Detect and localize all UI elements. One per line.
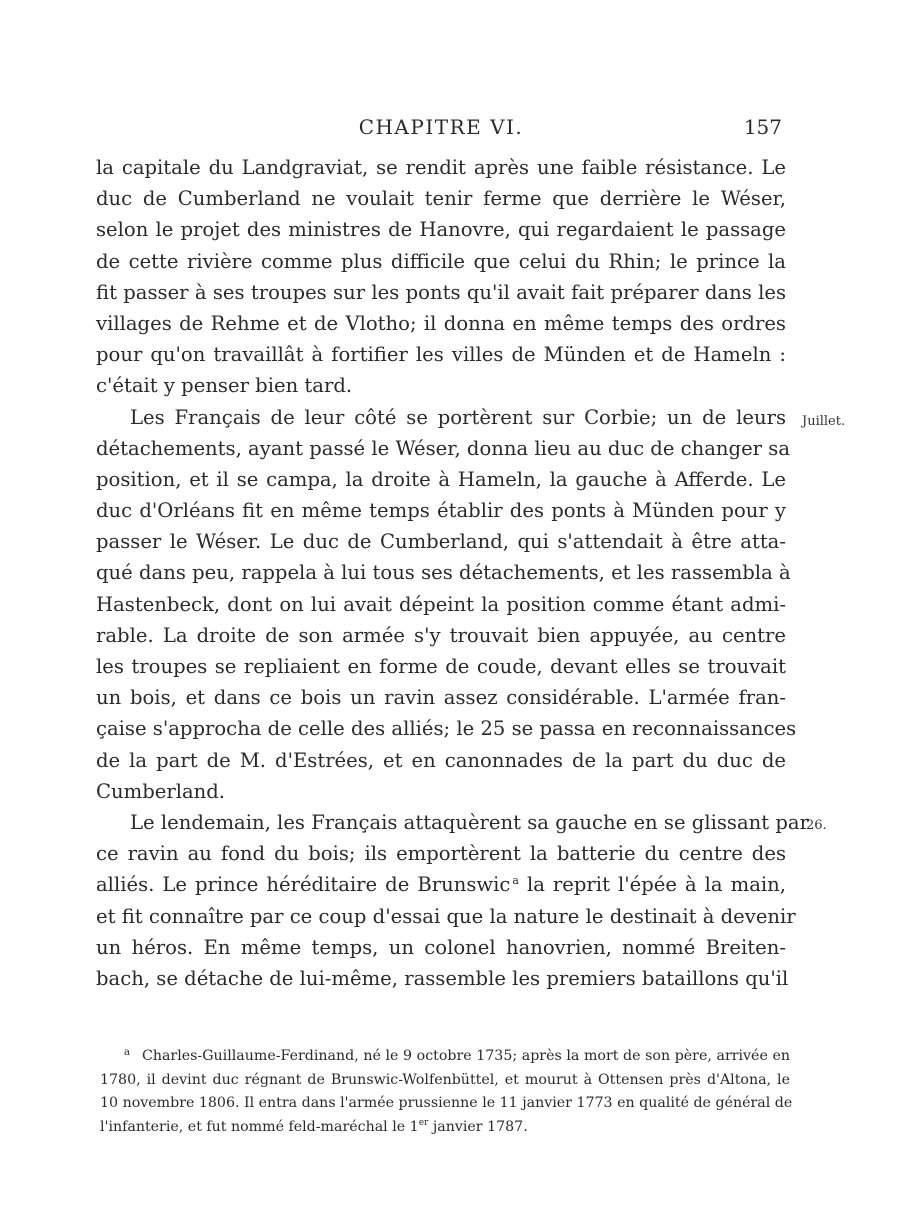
footnote-marker: a	[124, 1047, 130, 1058]
text-line: rable. La droite de son armée s'y trouvait bien appuyée, au centre	[96, 623, 786, 647]
text-line: fit passer à ses troupes sur les ponts qu'il avait fait préparer dans les	[96, 280, 786, 304]
text-line: ce ravin au fond du bois; ils emportèrent la batterie du centre des	[96, 842, 786, 866]
body-text	[96, 152, 809, 994]
footnote-line	[100, 1116, 790, 1140]
text-line: passer le Wéser. Le duc de Cumberland, qui s'attendait à être atta-	[96, 530, 786, 554]
footnote-line	[100, 1045, 790, 1069]
text-line	[96, 869, 786, 900]
footnote-text: l'infanterie, et fut nommé feld-maréchal le 1	[100, 1118, 419, 1135]
text-line: pour qu'on travaillât à fortifier les villes de Münden et de Hameln :	[96, 343, 786, 367]
text-line-part: alliés. Le prince héréditaire de Brunswic	[96, 873, 511, 897]
footnote-line: 1780, il devint duc régnant de Brunswic-Wolfenbüttel, et mourut à Ottensen près d'Altona, le	[100, 1071, 790, 1088]
text-line: çaise s'approcha de celle des alliés; le 25 se passa en reconnaissances	[96, 717, 797, 741]
running-head	[96, 113, 786, 145]
text-line: de cette rivière comme plus difficile que celui du Rhin; le prince la	[96, 249, 786, 273]
text-line: duc d'Orléans fit en même temps établir des ponts à Münden pour y	[96, 499, 786, 523]
footnote-text: janvier 1787.	[428, 1118, 528, 1135]
text-line: Hastenbeck, dont on lui avait dépeint la position comme étant admi-	[96, 592, 786, 616]
footnote-superscript: er	[418, 1117, 429, 1128]
text-line: Le lendemain, les Français attaquèrent sa gauche en se glissant par	[130, 810, 809, 834]
footnote-reference[interactable]: a	[512, 874, 519, 888]
text-line: un bois, et dans ce bois un ravin assez considérable. L'armée fran-	[96, 686, 786, 710]
footnote-text: Charles-Guillaume-Ferdinand, né le 9 octobre 1735; après la mort de son père, arrivée en	[141, 1048, 790, 1064]
text-line: Cumberland.	[96, 779, 226, 803]
chapter-title: CHAPITRE VI.	[358, 115, 524, 139]
text-line: bach, se détache de lui-même, rassemble les premiers bataillons qu'il	[96, 966, 789, 990]
margin-note-juillet: Juillet.	[802, 414, 846, 429]
text-line: position, et il se campa, la droite à Hameln, la gauche à Afferde. Le	[96, 467, 786, 491]
text-line: la capitale du Landgraviat, se rendit après une faible résistance. Le	[96, 156, 786, 179]
text-line: et fit connaître par ce coup d'essai que la nature le destinait à devenir	[96, 904, 796, 928]
footnote	[100, 1045, 793, 1139]
text-line: selon le projet des ministres de Hanovre, qui regardaient le passage	[96, 218, 786, 242]
text-line: un héros. En même temps, un colonel hanovrien, nommé Breiten-	[96, 935, 786, 959]
text-line: les troupes se repliaient en forme de coude, devant elles se trouvait	[96, 655, 786, 678]
page-number: 157	[743, 115, 782, 139]
text-line-part: la reprit l'épée à la main,	[526, 873, 786, 897]
text-line: villages de Rehme et de Vlotho; il donna en même temps des ordres	[96, 311, 786, 335]
text-line: c'était y penser bien tard.	[96, 374, 353, 398]
text-line: de la part de M. d'Estrées, et en canonnades de la part du duc de	[96, 748, 786, 772]
margin-note-date: 26.	[806, 818, 827, 833]
footnote-line: 10 novembre 1806. Il entra dans l'armée prussienne le 11 janvier 1773 en qualité de général de	[100, 1095, 793, 1111]
text-line: duc de Cumberland ne voulait tenir ferme que derrière le Wéser,	[96, 187, 786, 211]
text-line: Les Français de leur côté se portèrent sur Corbie; un de leurs	[130, 405, 786, 429]
text-line: qué dans peu, rappela à lui tous ses détachements, et les rassembla à	[96, 561, 791, 585]
text-line: détachements, ayant passé le Wéser, donna lieu au duc de changer sa	[96, 436, 791, 460]
